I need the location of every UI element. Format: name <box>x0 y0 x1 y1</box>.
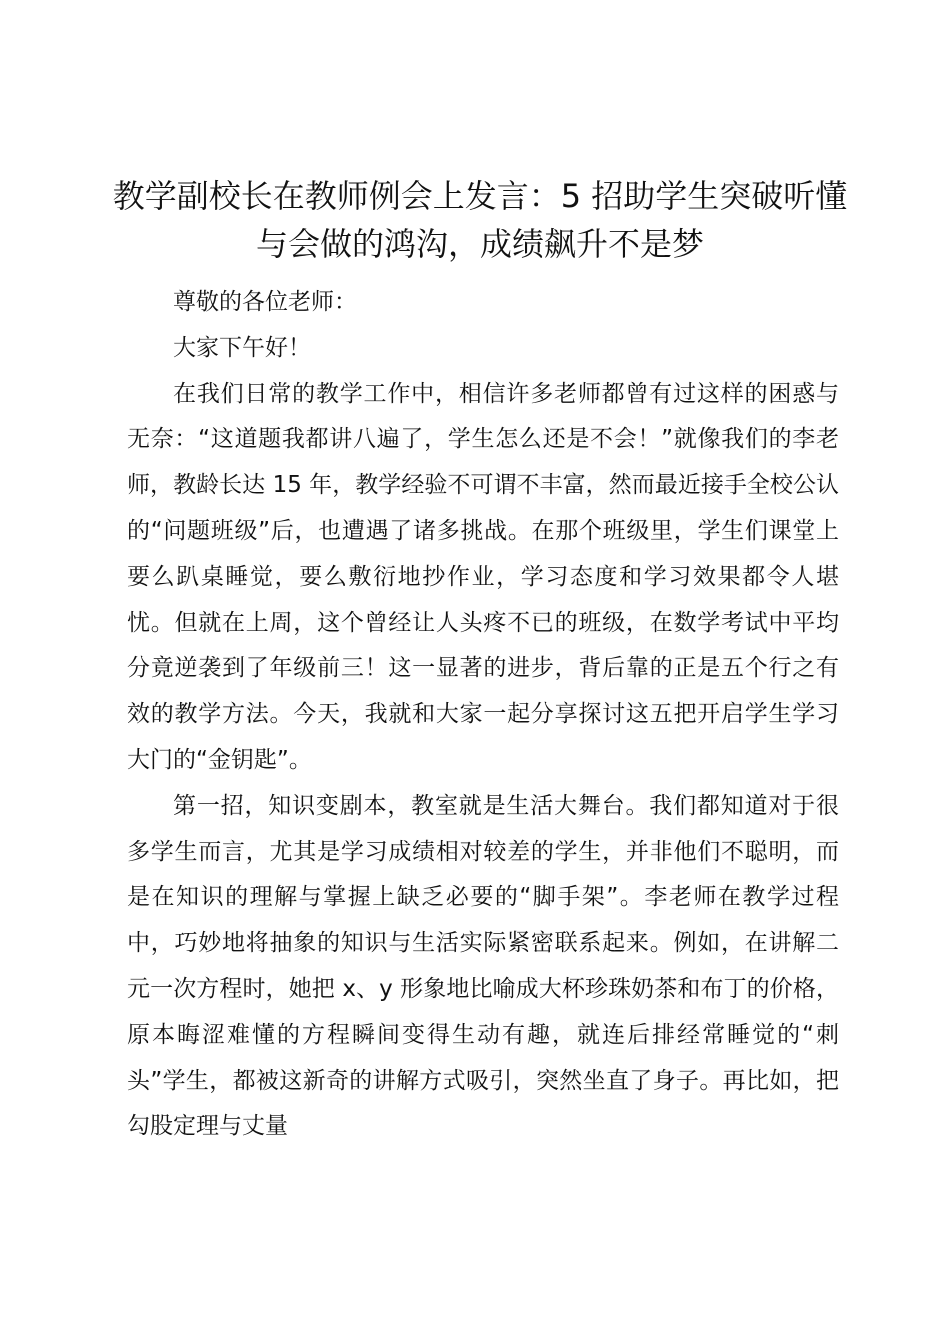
first-method-paragraph: 第一招，知识变剧本，教室就是生活大舞台。我们都知道对于很多学生而言，尤其是学习成绩相对较差的学生，并非他们不聪明，而是在知识的理解与掌握上缺乏必要的“脚手架”。李老师在教学过程中，巧妙地将抽象的知识与生活实际紧密联系起来。例如，在讲解二元一次方程时，她把 x、y 形象地比喻成大杯珍珠奶茶和布丁的价格，原本晦涩难懂的方程瞬间变得生动有趣，就连后排经常睡觉的“刺头”学生，都被这新奇的讲解方式吸引，突然坐直了身子。再比如，把勾股定理与丈量 <box>127 792 839 1140</box>
salutation: 尊敬的各位老师： <box>173 289 357 315</box>
document-title: 教学副校长在教师例会上发言：5 招助学生突破听懂与会做的鸿沟，成绩飙升不是梦 <box>112 177 848 263</box>
document-body <box>127 280 839 1150</box>
intro-paragraph: 在我们日常的教学工作中，相信许多老师都曾有过这样的困惑与无奈：“这道题我都讲八遍了，学生怎么还是不会！”就像我们的李老师，教龄长达 15 年，教学经验不可谓不丰富，然而最近接手全校公认的“问题班级”后，也遭遇了诸多挑战。在那个班级里，学生们课堂上要么趴桌睡觉，要么敷衍地抄作业，学习态度和学习效果都令人堪忧。但就在上周，这个曾经让人头疼不已的班级，在数学考试中平均分竟逆袭到了年级前三！这一显著的进步，背后靠的正是五个行之有效的教学方法。今天，我就和大家一起分享探讨这五把开启学生学习大门的“金钥匙”。 <box>127 380 839 773</box>
greeting: 大家下午好！ <box>173 334 311 361</box>
